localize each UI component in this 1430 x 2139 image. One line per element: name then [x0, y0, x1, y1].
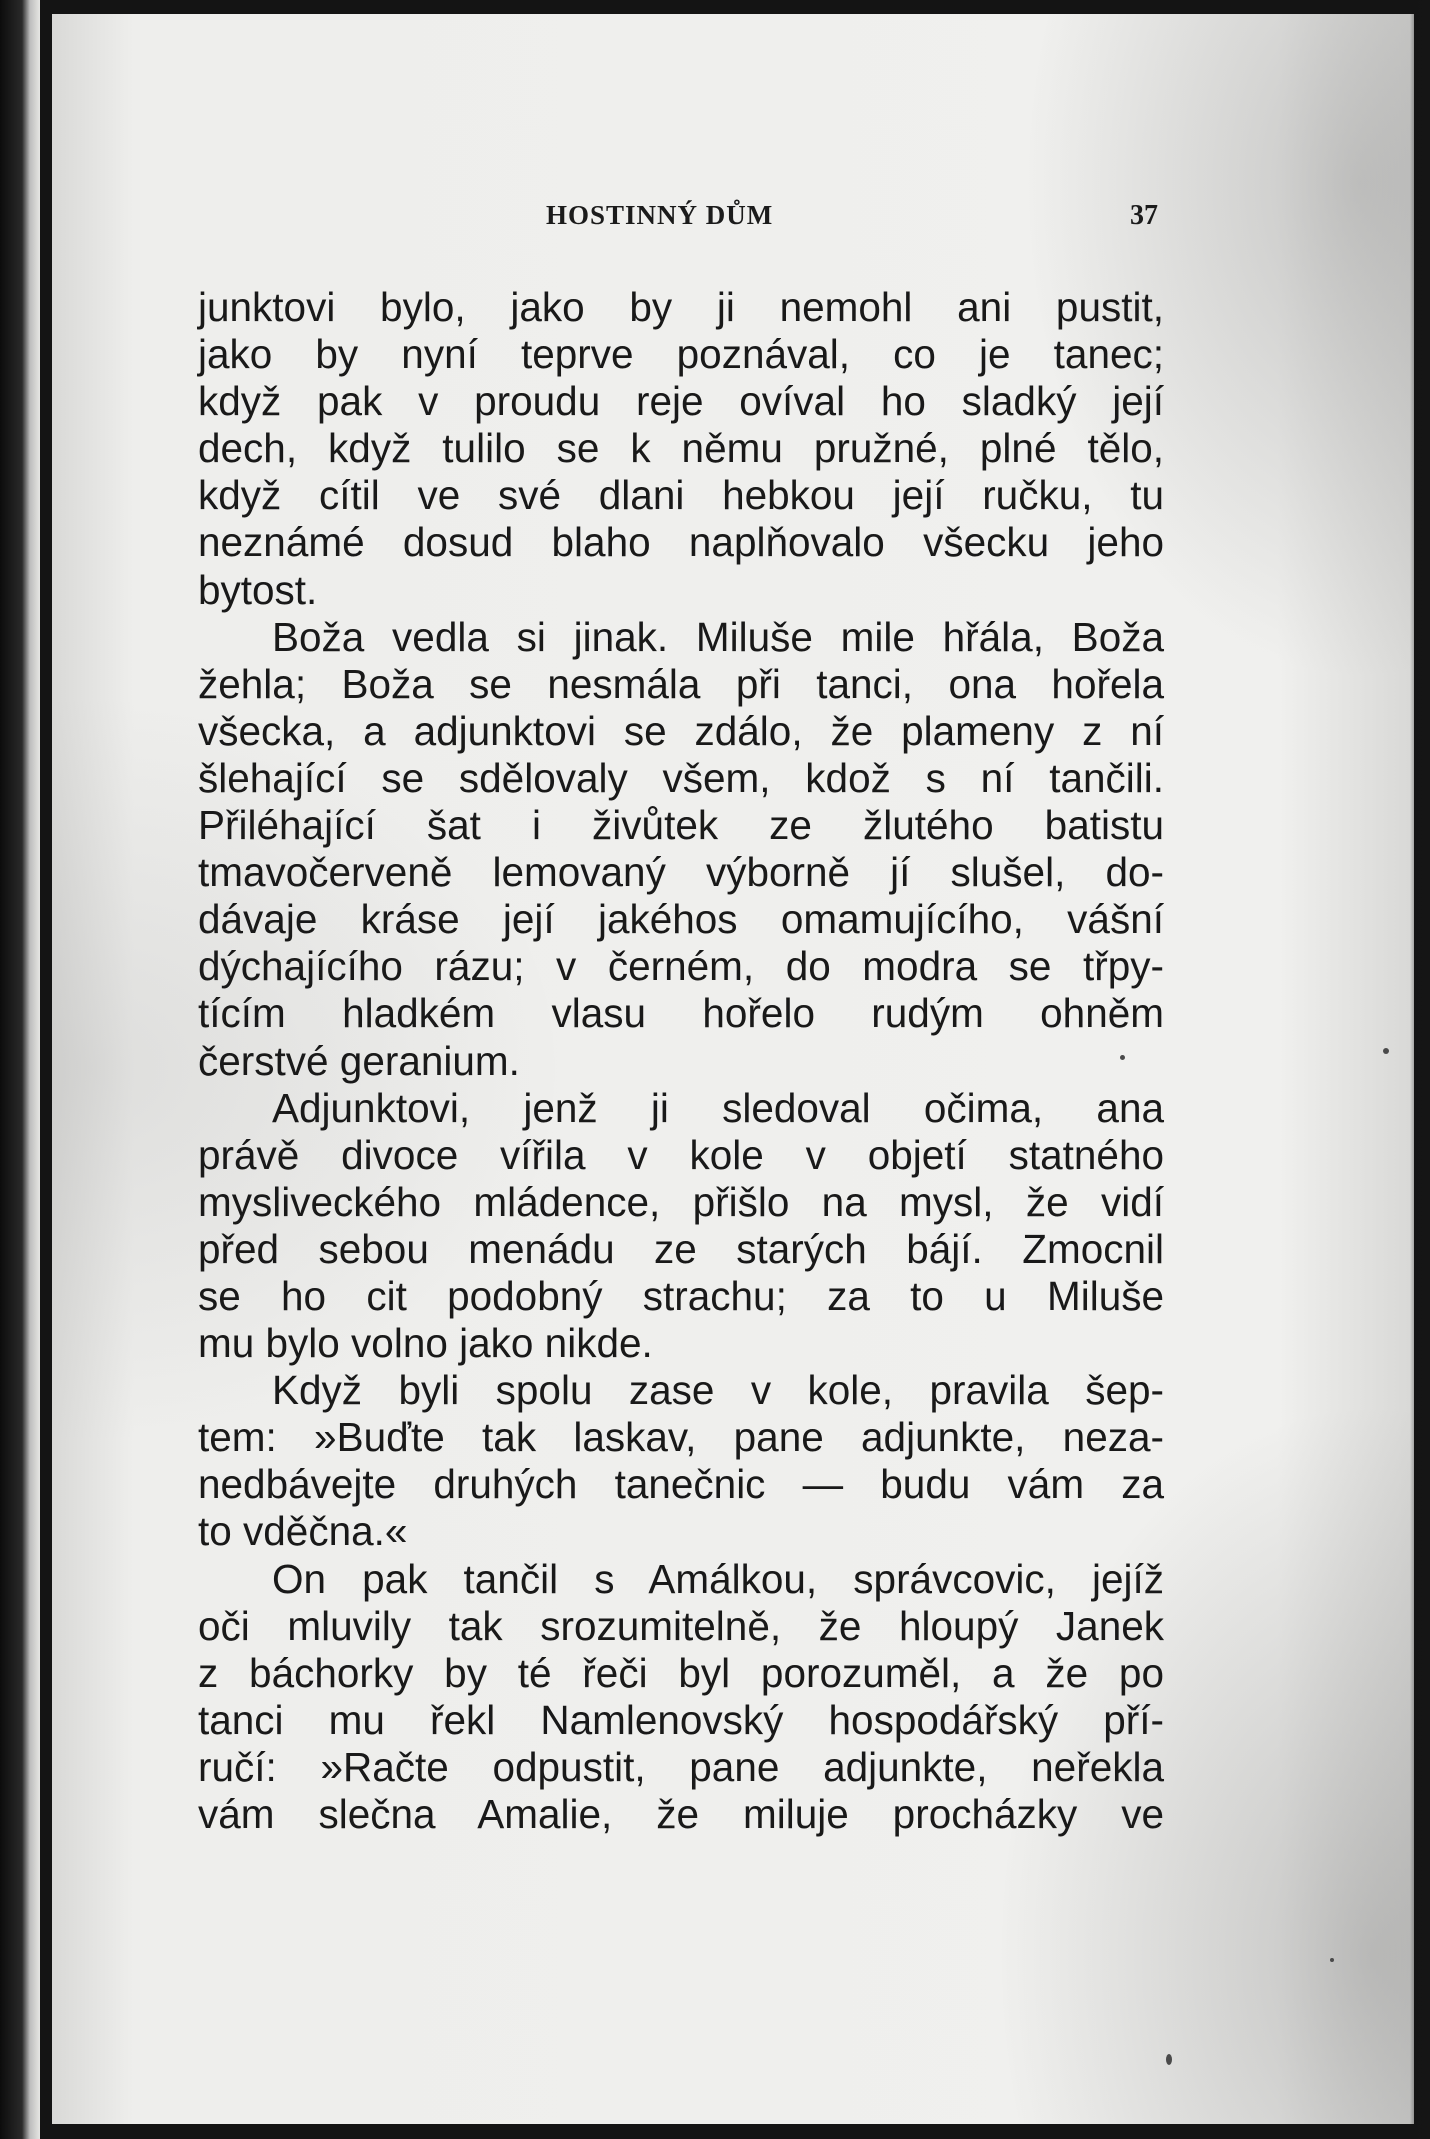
scan-speck	[1330, 1958, 1334, 1962]
text-line: před sebou menádu ze starých bájí. Zmocnil	[198, 1225, 1164, 1272]
text-line: když pak v proudu reje ovíval ho sladký její	[198, 378, 1164, 425]
text-line: On pak tančil s Amálkou, správcovic, jejíž	[272, 1555, 1164, 1602]
body-text	[198, 284, 1164, 1838]
text-line: Přiléhající šat i živůtek ze žlutého batistu	[198, 802, 1164, 849]
text-line: dýchajícího rázu; v černém, do modra se třpy-	[198, 943, 1164, 990]
text-line: Boža vedla si jinak. Miluše mile hřála, Boža	[272, 613, 1164, 660]
text-line: bytost.	[198, 566, 318, 613]
text-line: nedbávejte druhých tanečnic — budu vám za	[198, 1461, 1164, 1508]
text-line: neznámé dosud blaho naplňovalo všecku jeho	[198, 519, 1164, 566]
text-line: všecka, a adjunktovi se zdálo, že plameny z ní	[198, 707, 1164, 754]
text-line: dávaje kráse její jakéhos omamujícího, vášní	[198, 896, 1164, 943]
page-header	[148, 200, 1158, 240]
text-line: Když byli spolu zase v kole, pravila šep-	[272, 1367, 1164, 1414]
text-line: to vděčna.«	[198, 1508, 408, 1555]
scan-speck	[1120, 1055, 1125, 1060]
book-gutter-edge	[0, 0, 40, 2139]
text-line: tanci mu řekl Namlenovský hospodářský pří-	[198, 1696, 1164, 1743]
page-number: 37	[1130, 200, 1158, 231]
text-line: když cítil ve své dlani hebkou její ručku, tu	[198, 472, 1164, 519]
text-line: žehla; Boža se nesmála při tanci, ona hořela	[198, 660, 1164, 707]
text-line: oči mluvily tak srozumitelně, že hloupý Janek	[198, 1602, 1164, 1649]
text-line: šlehající se sdělovaly všem, kdož s ní tančili.	[198, 754, 1164, 801]
text-line: vám slečna Amalie, že miluje procházky ve	[198, 1791, 1164, 1837]
text-line: tem: »Buďte tak laskav, pane adjunkte, neza-	[198, 1414, 1164, 1461]
text-line: tícím hladkém vlasu hořelo rudým ohněm	[198, 990, 1164, 1037]
text-line: dech, když tulilo se k němu pružné, plné tělo,	[198, 425, 1164, 472]
page-edge-shadow	[1410, 0, 1430, 2139]
text-line: junktovi bylo, jako by ji nemohl ani pustit,	[198, 284, 1164, 330]
scan-speck	[1383, 1048, 1389, 1054]
text-line: z báchorky by té řeči byl porozuměl, a že po	[198, 1649, 1164, 1696]
text-line: čerstvé geranium.	[198, 1037, 520, 1084]
text-line: mu bylo volno jako nikde.	[198, 1320, 653, 1367]
running-title: HOSTINNÝ DŮM	[546, 200, 774, 230]
text-line: mysliveckého mládence, přišlo na mysl, že vidí	[198, 1178, 1164, 1225]
text-line: tmavočerveně lemovaný výborně jí slušel, do-	[198, 849, 1164, 896]
text-line: se ho cit podobný strachu; za to u Miluše	[198, 1272, 1164, 1319]
text-line: Adjunktovi, jenž ji sledoval očima, ana	[272, 1084, 1164, 1131]
scan-speck	[1166, 2054, 1172, 2065]
text-line: ručí: »Račte odpustit, pane adjunkte, neřekla	[198, 1743, 1164, 1790]
text-line: jako by nyní teprve poznával, co je tanec;	[198, 331, 1164, 378]
text-line: právě divoce vířila v kole v objetí statného	[198, 1131, 1164, 1178]
